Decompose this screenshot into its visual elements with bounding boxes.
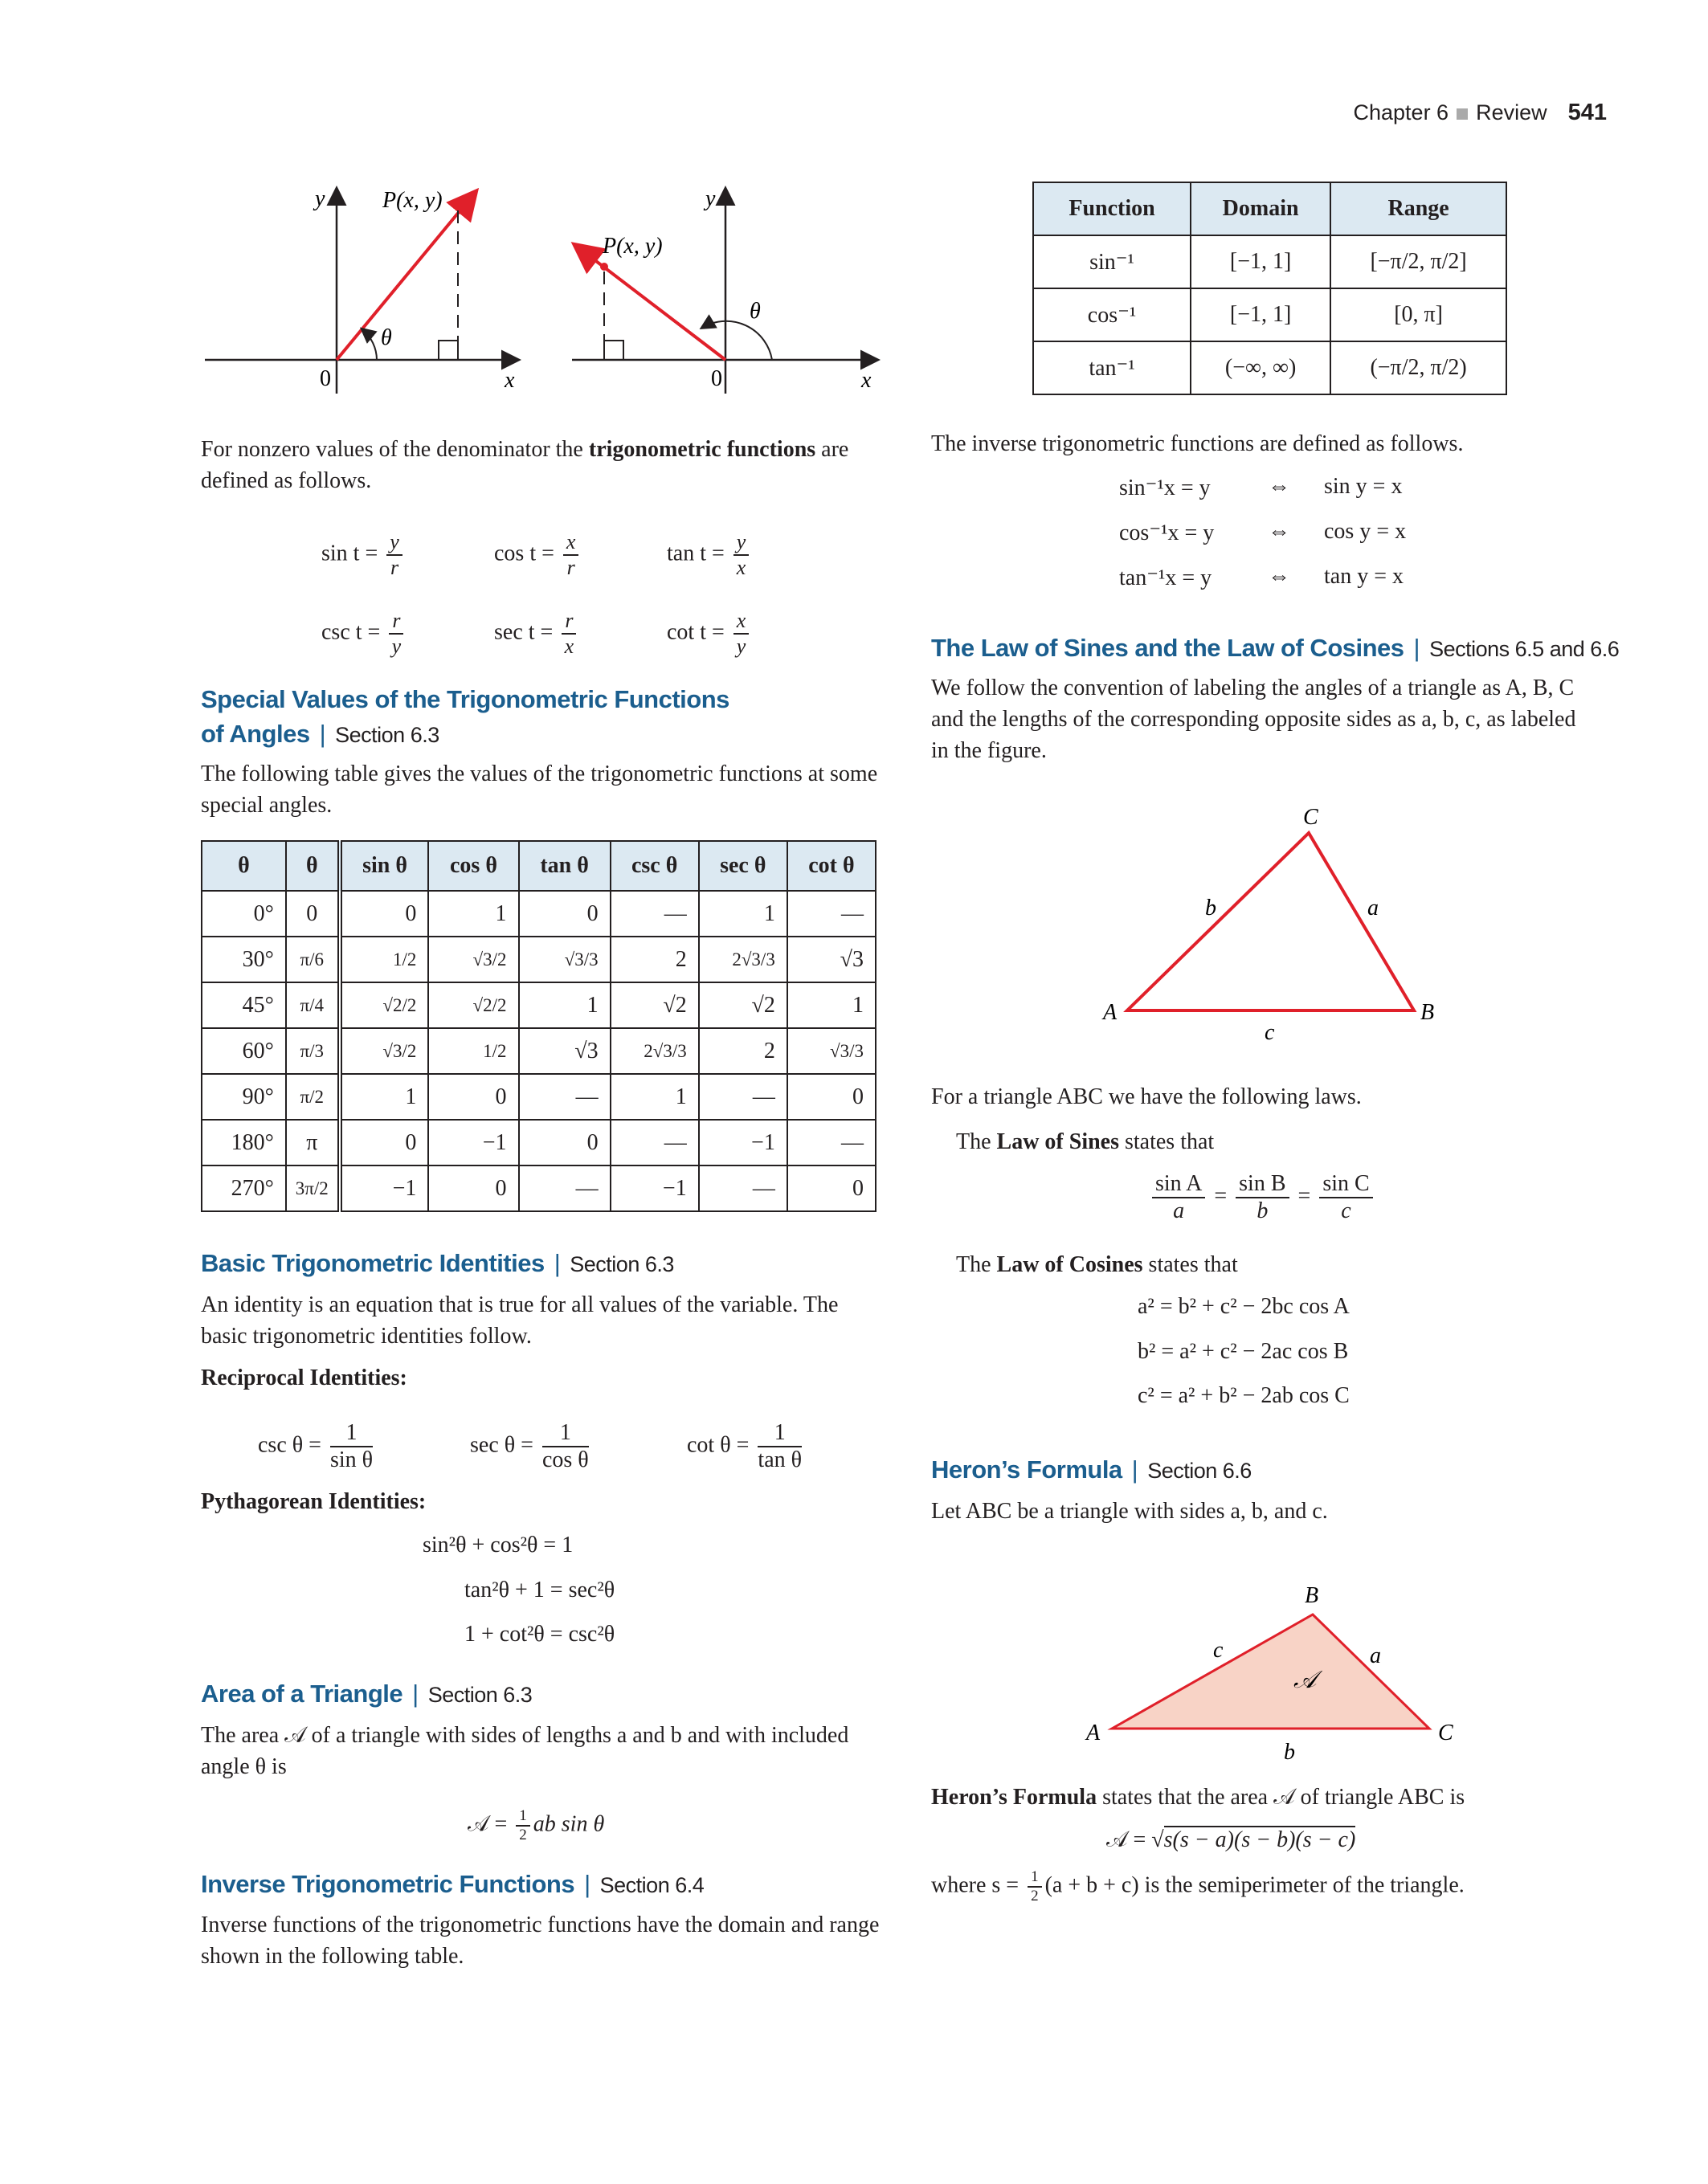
table-row (202, 1074, 876, 1120)
x-label: x (861, 368, 872, 393)
table-cell: [−1, 1] (1191, 288, 1330, 341)
bold-text: Law of Cosines (996, 1252, 1143, 1277)
origin-label: 0 (320, 366, 331, 391)
text: (a + b + c) is the semiperimeter of the triangle. (1044, 1872, 1465, 1898)
table-cell: 1 (611, 1074, 699, 1120)
chapter-label: Chapter 6 (1353, 100, 1449, 125)
table-cell: √3 (787, 937, 876, 982)
table-cell: [−1, 1] (1191, 235, 1330, 288)
table-cell: π/4 (286, 982, 340, 1028)
table-cell: 1/2 (428, 1028, 518, 1074)
intro-bold: trigonometric functions (588, 437, 816, 462)
numerator: r (389, 609, 403, 635)
law-of-cosines-intro (956, 1249, 1238, 1280)
denominator: b (1256, 1198, 1269, 1224)
law-of-sines-formula (1149, 1171, 1376, 1224)
table-cell: — (611, 1120, 699, 1165)
bold-text: Heron’s Formula (931, 1785, 1097, 1810)
table-cell: — (611, 891, 699, 937)
heading-line2: of Angles (201, 720, 310, 748)
section-ref: Section 6.4 (599, 1873, 705, 1897)
divider: | (1413, 634, 1420, 662)
section-ref: Sections 6.5 and 6.6 (1429, 637, 1620, 661)
equals: = (1297, 1183, 1311, 1209)
reciprocal-identity (687, 1420, 805, 1473)
table-cell: 0 (519, 1120, 611, 1165)
inverse-definition-iff: ⇔ (1268, 474, 1290, 499)
vertex-a: A (1103, 1000, 1118, 1025)
inverse-defs-intro: The inverse trigonometric functions are defined as follows. (931, 431, 1464, 456)
right-angle-mark (439, 341, 458, 360)
column-header: Domain (1191, 182, 1330, 235)
table-cell: √3 (519, 1028, 611, 1074)
numerator: y (386, 530, 402, 556)
section-ref: Section 6.3 (335, 723, 439, 747)
inverse-functions-table (1032, 182, 1507, 395)
table-cell: 0 (787, 1074, 876, 1120)
table-cell: — (787, 891, 876, 937)
column-header: tan θ (519, 841, 611, 891)
formula-lhs: 𝒜 = (1106, 1827, 1152, 1852)
radius-vector (576, 246, 725, 360)
denominator: y (391, 634, 402, 658)
triangle (1127, 833, 1414, 1010)
fraction (1319, 1171, 1372, 1224)
special-values-table (201, 840, 876, 1212)
denominator: x (736, 555, 746, 579)
radius-vector (337, 193, 475, 360)
trig-definition (321, 530, 406, 580)
table-cell: √3/2 (340, 1028, 429, 1074)
column-header: cot θ (787, 841, 876, 891)
heading-text: Heron’s Formula (931, 1455, 1122, 1484)
fraction (1028, 1868, 1042, 1905)
numerator: 1 (330, 1420, 373, 1447)
y-label: y (705, 186, 716, 211)
fraction (562, 609, 576, 659)
vertex-b: B (1420, 1000, 1435, 1025)
table-cell: 60° (202, 1028, 286, 1074)
table-cell: 0 (286, 891, 340, 937)
radicand: s(s − a)(s − b)(s − c) (1163, 1827, 1356, 1852)
laws-intro: For a triangle ABC we have the following laws. (931, 1084, 1362, 1109)
divider: | (554, 1249, 561, 1277)
shaded-triangle (1112, 1615, 1429, 1729)
side-c: c (1265, 1020, 1275, 1045)
inverse-definition-lhs: cos⁻¹x = y (1119, 520, 1215, 545)
section-ref: Section 6.6 (1147, 1459, 1252, 1483)
section-ref: Section 6.3 (570, 1252, 674, 1276)
table-row (1033, 341, 1506, 394)
inverse-heading (201, 1870, 704, 1899)
table-row (202, 891, 876, 937)
inverse-definition-rhs: cos y = x (1324, 519, 1407, 544)
fraction (386, 530, 402, 580)
numerator: 1 (1028, 1868, 1042, 1888)
fraction (389, 609, 403, 659)
table-cell: π/3 (286, 1028, 340, 1074)
formula-lhs: tan t = (667, 541, 725, 566)
side-b: b (1205, 896, 1216, 921)
table-cell: — (787, 1120, 876, 1165)
heading-text: Basic Trigonometric Identities (201, 1249, 545, 1277)
heron-triangle-figure (1085, 1583, 1453, 1765)
law-of-cosines-formula: c² = a² + b² − 2ab cos C (1138, 1383, 1350, 1408)
heron-heading (931, 1455, 1252, 1484)
table-body (1033, 235, 1506, 394)
inverse-definition-lhs: tan⁻¹x = y (1119, 565, 1212, 590)
heading-text: The Law of Sines and the Law of Cosines (931, 634, 1404, 662)
reciprocal-identity (470, 1420, 592, 1473)
inverse-definition-iff: ⇔ (1268, 564, 1290, 589)
pythagorean-label: Pythagorean Identities: (201, 1489, 427, 1514)
section-label: Review (1476, 100, 1547, 125)
table-row (1033, 288, 1506, 341)
theta-label: θ (750, 299, 761, 324)
inverse-text: Inverse functions of the trigonometric functions have the domain and range shown in the following table. (201, 1913, 880, 1969)
diagram-first-quadrant (205, 186, 517, 394)
right-angle-mark (604, 341, 623, 360)
y-label: y (315, 186, 325, 211)
identities-text: An identity is an equation that is true for all values of the variable. The basic trigonometric identities follow. (201, 1292, 839, 1349)
header-row (1033, 182, 1506, 235)
column-header: csc θ (611, 841, 699, 891)
table-cell: 0 (428, 1165, 518, 1211)
special-values-heading-2 (201, 720, 439, 749)
area-label: 𝒜 (1293, 1667, 1317, 1693)
table-cell: sin⁻¹ (1033, 235, 1191, 288)
denominator: x (564, 634, 574, 658)
special-values-heading (201, 685, 729, 714)
section-ref: Section 6.3 (427, 1683, 533, 1707)
table-cell: 0 (519, 891, 611, 937)
fraction (1236, 1171, 1289, 1224)
table-row (202, 1120, 876, 1165)
bold-text: Law of Sines (996, 1129, 1119, 1154)
heron-statement (931, 1782, 1465, 1813)
heron-formula (1106, 1827, 1355, 1853)
heron-text: Let ABC be a triangle with sides a, b, and c. (931, 1499, 1328, 1524)
fraction (542, 1420, 589, 1473)
table-cell: 2√3/3 (699, 937, 787, 982)
side-b: b (1284, 1740, 1295, 1765)
denominator: a (1173, 1198, 1185, 1224)
theta-label: θ (381, 325, 392, 350)
trig-definition (321, 609, 407, 659)
table-cell: π/6 (286, 937, 340, 982)
table-cell: √2 (611, 982, 699, 1028)
area-formula (468, 1807, 604, 1844)
table-cell: 0 (428, 1074, 518, 1120)
fraction (330, 1420, 373, 1473)
text: The (956, 1252, 997, 1277)
text: states that (1142, 1252, 1238, 1277)
table-cell: √2/2 (340, 982, 429, 1028)
trig-definition (667, 530, 752, 580)
table-cell: 270° (202, 1165, 286, 1211)
formula-lhs: csc θ = (258, 1432, 321, 1458)
table-cell: −1 (340, 1165, 429, 1211)
vertex-c: C (1438, 1721, 1453, 1745)
table-row (202, 937, 876, 982)
fraction (563, 530, 579, 580)
table-cell: 180° (202, 1120, 286, 1165)
table-cell: 90° (202, 1074, 286, 1120)
table-cell: [0, π] (1330, 288, 1506, 341)
table-cell: 0° (202, 891, 286, 937)
table-cell: tan⁻¹ (1033, 341, 1191, 394)
column-header: cos θ (428, 841, 518, 891)
table-cell: 0 (340, 891, 429, 937)
divider: | (1131, 1455, 1138, 1484)
origin-label: 0 (711, 366, 722, 391)
trig-definition (494, 530, 582, 580)
table-row (202, 982, 876, 1028)
fraction (1152, 1171, 1205, 1224)
table-cell: — (519, 1165, 611, 1211)
side-a: a (1370, 1643, 1381, 1668)
inverse-definition-iff: ⇔ (1268, 519, 1290, 544)
column-header: Function (1033, 182, 1191, 235)
law-of-cosines-formula: b² = a² + c² − 2ac cos B (1138, 1339, 1349, 1364)
text: states that (1119, 1129, 1215, 1154)
pythagorean-identity: sin²θ + cos²θ = 1 (423, 1533, 574, 1557)
law-of-cosines-formula: a² = b² + c² − 2bc cos A (1138, 1294, 1350, 1319)
trig-definition (667, 609, 752, 659)
denominator: 2 (1031, 1887, 1039, 1904)
table-cell: — (699, 1074, 787, 1120)
table-cell: √3/3 (787, 1028, 876, 1074)
numerator: sin A (1152, 1171, 1205, 1198)
trig-definition (494, 609, 579, 659)
fraction (733, 530, 750, 580)
intro-text: For nonzero values of the denominator the (201, 437, 589, 462)
formula-lhs: cot t = (667, 619, 725, 645)
formula-lhs: cos t = (494, 541, 554, 566)
table-cell: −1 (611, 1165, 699, 1211)
formula-lhs: sin t = (321, 541, 378, 566)
inverse-definition-rhs: tan y = x (1324, 564, 1404, 589)
numerator: 1 (516, 1807, 530, 1827)
table-cell: (−π/2, π/2) (1330, 341, 1506, 394)
denominator: c (1341, 1198, 1351, 1224)
fraction (758, 1420, 802, 1473)
divider: | (319, 720, 326, 748)
inverse-definition-rhs: sin y = x (1324, 474, 1403, 499)
fraction (733, 609, 750, 659)
point-marker (600, 263, 608, 271)
reciprocal-identity (258, 1420, 376, 1473)
fraction (516, 1807, 530, 1844)
formula-rhs: ab sin θ (533, 1811, 605, 1837)
numerator: sin C (1319, 1171, 1372, 1198)
angle-arc (362, 329, 377, 360)
vertex-b: B (1305, 1583, 1319, 1608)
denominator: tan θ (758, 1447, 803, 1473)
heading-text: Inverse Trigonometric Functions (201, 1870, 575, 1898)
special-values-text: The following table gives the values of the trigonometric functions at some special angles. (201, 761, 878, 818)
diagram-second-quadrant (572, 186, 876, 394)
numerator: y (733, 530, 750, 556)
table-cell: — (699, 1165, 787, 1211)
angle-arc (702, 321, 772, 360)
table-body (202, 891, 876, 1211)
table-cell: √3/2 (428, 937, 518, 982)
denominator: sin θ (329, 1447, 374, 1473)
point-label: P(x, y) (382, 188, 443, 213)
table-cell: [−π/2, π/2] (1330, 235, 1506, 288)
table-cell: 1 (519, 982, 611, 1028)
table-cell: √3/3 (519, 937, 611, 982)
laws-text: We follow the convention of labeling the angles of a triangle as A, B, C and the lengths of the corresponding opposite sides as a, b, c, as labeled in the figure. (931, 676, 1576, 763)
text: The (956, 1129, 997, 1154)
denominator: r (566, 555, 575, 579)
area-heading (201, 1680, 532, 1708)
table-row (1033, 235, 1506, 288)
numerator: x (563, 530, 579, 556)
table-cell: √2 (699, 982, 787, 1028)
triangle-figure (1101, 805, 1434, 1045)
table-row (202, 1028, 876, 1074)
inverse-definition-lhs: sin⁻¹x = y (1119, 476, 1211, 500)
table-cell: 1 (787, 982, 876, 1028)
denominator: cos θ (541, 1447, 589, 1473)
table-cell: 2√3/3 (611, 1028, 699, 1074)
pythagorean-identity: tan²θ + 1 = sec²θ (464, 1578, 615, 1602)
table-cell: 30° (202, 937, 286, 982)
column-header: sec θ (699, 841, 787, 891)
table-row (202, 1165, 876, 1211)
table-cell: 0 (340, 1120, 429, 1165)
page-number: 541 (1567, 100, 1607, 125)
text: states that the area 𝒜 of triangle ABC is (1097, 1785, 1465, 1810)
denominator: y (736, 634, 746, 658)
x-label: x (505, 368, 515, 393)
table-cell: cos⁻¹ (1033, 288, 1191, 341)
trig-definitions-intro (201, 434, 876, 496)
divider: | (412, 1680, 419, 1708)
table-cell: 2 (611, 937, 699, 982)
vertex-a: A (1086, 1721, 1101, 1745)
law-of-sines-intro (956, 1126, 1214, 1157)
table-cell: 0 (787, 1165, 876, 1211)
table-cell: 2 (699, 1028, 787, 1074)
formula-lhs: sec θ = (470, 1432, 533, 1458)
laws-heading (931, 634, 1619, 663)
identities-heading (201, 1249, 674, 1278)
formula-lhs: csc t = (321, 619, 381, 645)
divider: | (584, 1870, 590, 1898)
numerator: sin B (1236, 1171, 1289, 1198)
table-cell: 45° (202, 982, 286, 1028)
table-cell: −1 (699, 1120, 787, 1165)
heading-line1: Special Values of the Trigonometric Functions (201, 685, 729, 713)
numerator: x (733, 609, 750, 635)
denominator: 2 (519, 1826, 527, 1843)
table-cell: −1 (428, 1120, 518, 1165)
table-cell: — (519, 1074, 611, 1120)
table-cell: 1 (428, 891, 518, 937)
column-header: Range (1330, 182, 1506, 235)
numerator: 1 (758, 1420, 802, 1447)
column-header: θ (286, 841, 340, 891)
denominator: r (390, 555, 399, 579)
formula-lhs: 𝒜 = (468, 1811, 508, 1837)
heading-text: Area of a Triangle (201, 1680, 403, 1708)
numerator: 1 (542, 1420, 589, 1447)
column-header: sin θ (340, 841, 429, 891)
header-row (202, 841, 876, 891)
table-cell: 3π/2 (286, 1165, 340, 1211)
table-cell: 1 (699, 891, 787, 937)
table-cell: 1 (340, 1074, 429, 1120)
formula-lhs: cot θ = (687, 1432, 750, 1458)
point-label: P(x, y) (603, 234, 663, 259)
reciprocal-label: Reciprocal Identities: (201, 1366, 407, 1390)
vertex-c: C (1303, 805, 1318, 830)
area-text: The area 𝒜 of a triangle with sides of lengths a and b and with included angle θ is (201, 1723, 849, 1779)
table-cell: (−∞, ∞) (1191, 341, 1330, 394)
formula-lhs: sec t = (494, 619, 554, 645)
table-cell: 1/2 (340, 937, 429, 982)
text: where s = (931, 1872, 1025, 1898)
table-cell: π/2 (286, 1074, 340, 1120)
table-cell: √2/2 (428, 982, 518, 1028)
pythagorean-identity: 1 + cot²θ = csc²θ (464, 1622, 615, 1647)
equals: = (1214, 1183, 1228, 1209)
intro-text-end: are defined as follows. (201, 437, 849, 493)
numerator: r (562, 609, 576, 635)
table-cell: π (286, 1120, 340, 1165)
side-c: c (1213, 1638, 1224, 1663)
sqrt-sign: √ (1151, 1827, 1164, 1852)
column-header: θ (202, 841, 286, 891)
semiperimeter-note (931, 1868, 1465, 1905)
side-a: a (1367, 896, 1379, 921)
